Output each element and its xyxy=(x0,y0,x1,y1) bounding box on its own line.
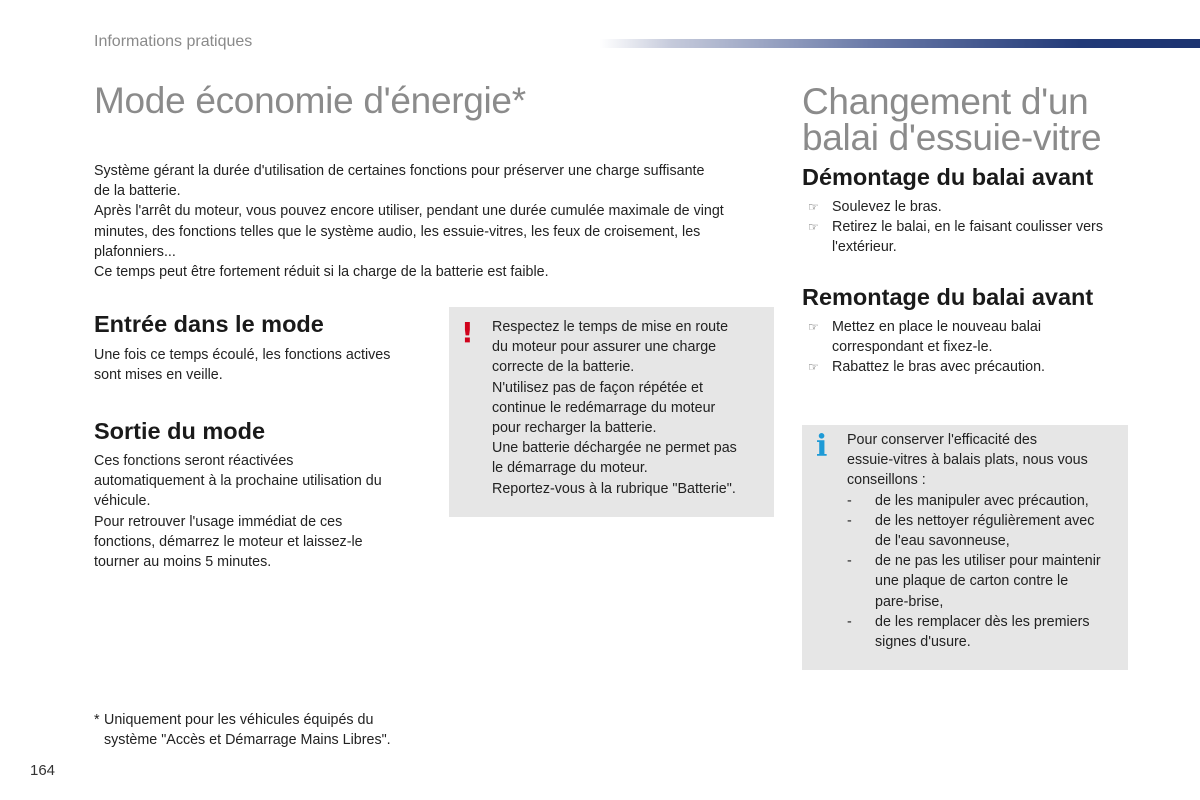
footnote xyxy=(94,710,454,750)
list-item-line: de les remplacer dès les premiers xyxy=(875,613,1090,630)
list-item xyxy=(802,317,1142,357)
text-line: continue le redémarrage du moteur xyxy=(492,399,716,416)
warning-text xyxy=(492,317,767,499)
list-item-line: de les nettoyer régulièrement avec xyxy=(875,512,1095,529)
text-line: véhicule. xyxy=(94,493,151,510)
list-item-line: de les manipuler avec précaution, xyxy=(875,492,1089,509)
dash-marker: - xyxy=(847,553,852,570)
text-line: de la batterie. xyxy=(94,183,181,200)
list-item-line: signes d'usure. xyxy=(875,634,971,651)
refit-list xyxy=(802,317,1142,378)
list-item-line: une plaque de carton contre le xyxy=(875,573,1069,590)
text-line: fonctions, démarrez le moteur et laissez-le xyxy=(94,533,363,550)
text-line: Une batterie déchargée ne permet pas xyxy=(492,440,737,457)
page-number: 164 xyxy=(30,762,56,779)
list-item xyxy=(847,491,1125,511)
list-item-line: Rabattez le bras avec précaution. xyxy=(832,359,1045,376)
list-item-line: de l'eau savonneuse, xyxy=(875,533,1010,550)
text-line: Respectez le temps de mise en route xyxy=(492,319,729,335)
info-text xyxy=(847,430,1125,652)
list-item xyxy=(802,197,1142,217)
list-item-line: Mettez en place le nouveau balai xyxy=(832,319,1042,335)
text-line: pour recharger la batterie. xyxy=(492,420,657,437)
removal-heading: Démontage du balai avant xyxy=(802,164,1094,190)
title-line: Changement d'un xyxy=(802,81,1089,122)
page-title-right xyxy=(802,81,1162,158)
refit-heading: Remontage du balai avant xyxy=(802,284,1094,310)
list-item-line: Soulevez le bras. xyxy=(832,199,942,215)
list-item xyxy=(847,612,1125,652)
refit-section xyxy=(802,284,1142,378)
text-line: conseillons : xyxy=(847,472,926,489)
text-line: Reportez-vous à la rubrique "Batterie". xyxy=(492,480,736,497)
dash-marker: - xyxy=(847,613,852,630)
footnote-row xyxy=(94,710,454,750)
text-line: plafonniers... xyxy=(94,243,176,260)
text-line: sont mises en veille. xyxy=(94,367,223,384)
list-item xyxy=(802,357,1142,377)
list-item xyxy=(847,551,1125,612)
text-line: Après l'arrêt du moteur, vous pouvez encore utiliser, pendant une durée cumulée maximale de vingt xyxy=(94,203,724,220)
text-line: Ce temps peut être fortement réduit si la charge de la batterie est faible. xyxy=(94,264,549,281)
text-line: Système gérant la durée d'utilisation de certaines fonctions pour préserver une charge suffisante xyxy=(94,163,705,179)
dash-marker: - xyxy=(847,492,852,509)
header-gradient-bar xyxy=(600,39,1200,48)
info-list xyxy=(847,491,1125,653)
text-line: système "Accès et Démarrage Mains Libres". xyxy=(104,732,391,749)
info-intro xyxy=(847,430,1125,491)
text-line: le démarrage du moteur. xyxy=(492,460,648,477)
footnote-star: * xyxy=(94,712,100,728)
text-line: essuie-vitres à balais plats, nous vous xyxy=(847,452,1088,469)
text-line: tourner au moins 5 minutes. xyxy=(94,554,272,571)
text-line: Uniquement pour les véhicules équipés du xyxy=(104,712,374,728)
intro-paragraph xyxy=(94,161,784,282)
info-icon: i xyxy=(816,429,828,464)
footnote-text xyxy=(104,710,454,750)
info-box xyxy=(802,425,1128,670)
pointing-hand-icon: ☞ xyxy=(808,220,819,235)
exit-heading: Sortie du mode xyxy=(94,418,266,444)
text-line: Pour conserver l'efficacité des xyxy=(847,432,1038,448)
list-item-line: l'extérieur. xyxy=(832,239,897,256)
pointing-hand-icon: ☞ xyxy=(808,360,819,375)
exit-section xyxy=(94,418,434,572)
removal-list xyxy=(802,197,1142,258)
text-line: correcte de la batterie. xyxy=(492,359,635,376)
page-title-left: Mode économie d'énergie* xyxy=(94,80,526,121)
text-line: Une fois ce temps écoulé, les fonctions actives xyxy=(94,347,391,363)
list-item xyxy=(847,511,1125,551)
exit-text xyxy=(94,451,434,572)
text-line: N'utilisez pas de façon répétée et xyxy=(492,379,703,396)
pointing-hand-icon: ☞ xyxy=(808,200,819,214)
warning-box xyxy=(449,307,774,517)
list-item-line: correspondant et fixez-le. xyxy=(832,339,993,356)
exclamation-icon: ! xyxy=(461,316,474,349)
text-line: automatiquement à la prochaine utilisation du xyxy=(94,473,382,490)
entry-text xyxy=(94,345,434,385)
text-line: Pour retrouver l'usage immédiat de ces xyxy=(94,513,343,530)
list-item-line: pare-brise, xyxy=(875,593,944,610)
text-line: minutes, des fonctions telles que le système audio, les essuie-vitres, les feux de croisement, les xyxy=(94,223,701,240)
list-item-line: de ne pas les utiliser pour maintenir xyxy=(875,553,1101,570)
pointing-hand-icon: ☞ xyxy=(808,320,819,334)
dash-marker: - xyxy=(847,512,852,529)
removal-section xyxy=(802,164,1142,258)
list-item-line: Retirez le balai, en le faisant coulisser vers xyxy=(832,219,1103,236)
text-line: du moteur pour assurer une charge xyxy=(492,339,717,356)
title-line: balai d'essuie-vitre xyxy=(802,117,1102,158)
section-label: Informations pratiques xyxy=(94,33,253,50)
text-line: Ces fonctions seront réactivées xyxy=(94,453,294,469)
list-item xyxy=(802,217,1142,257)
entry-section xyxy=(94,311,434,385)
entry-heading: Entrée dans le mode xyxy=(94,311,324,337)
